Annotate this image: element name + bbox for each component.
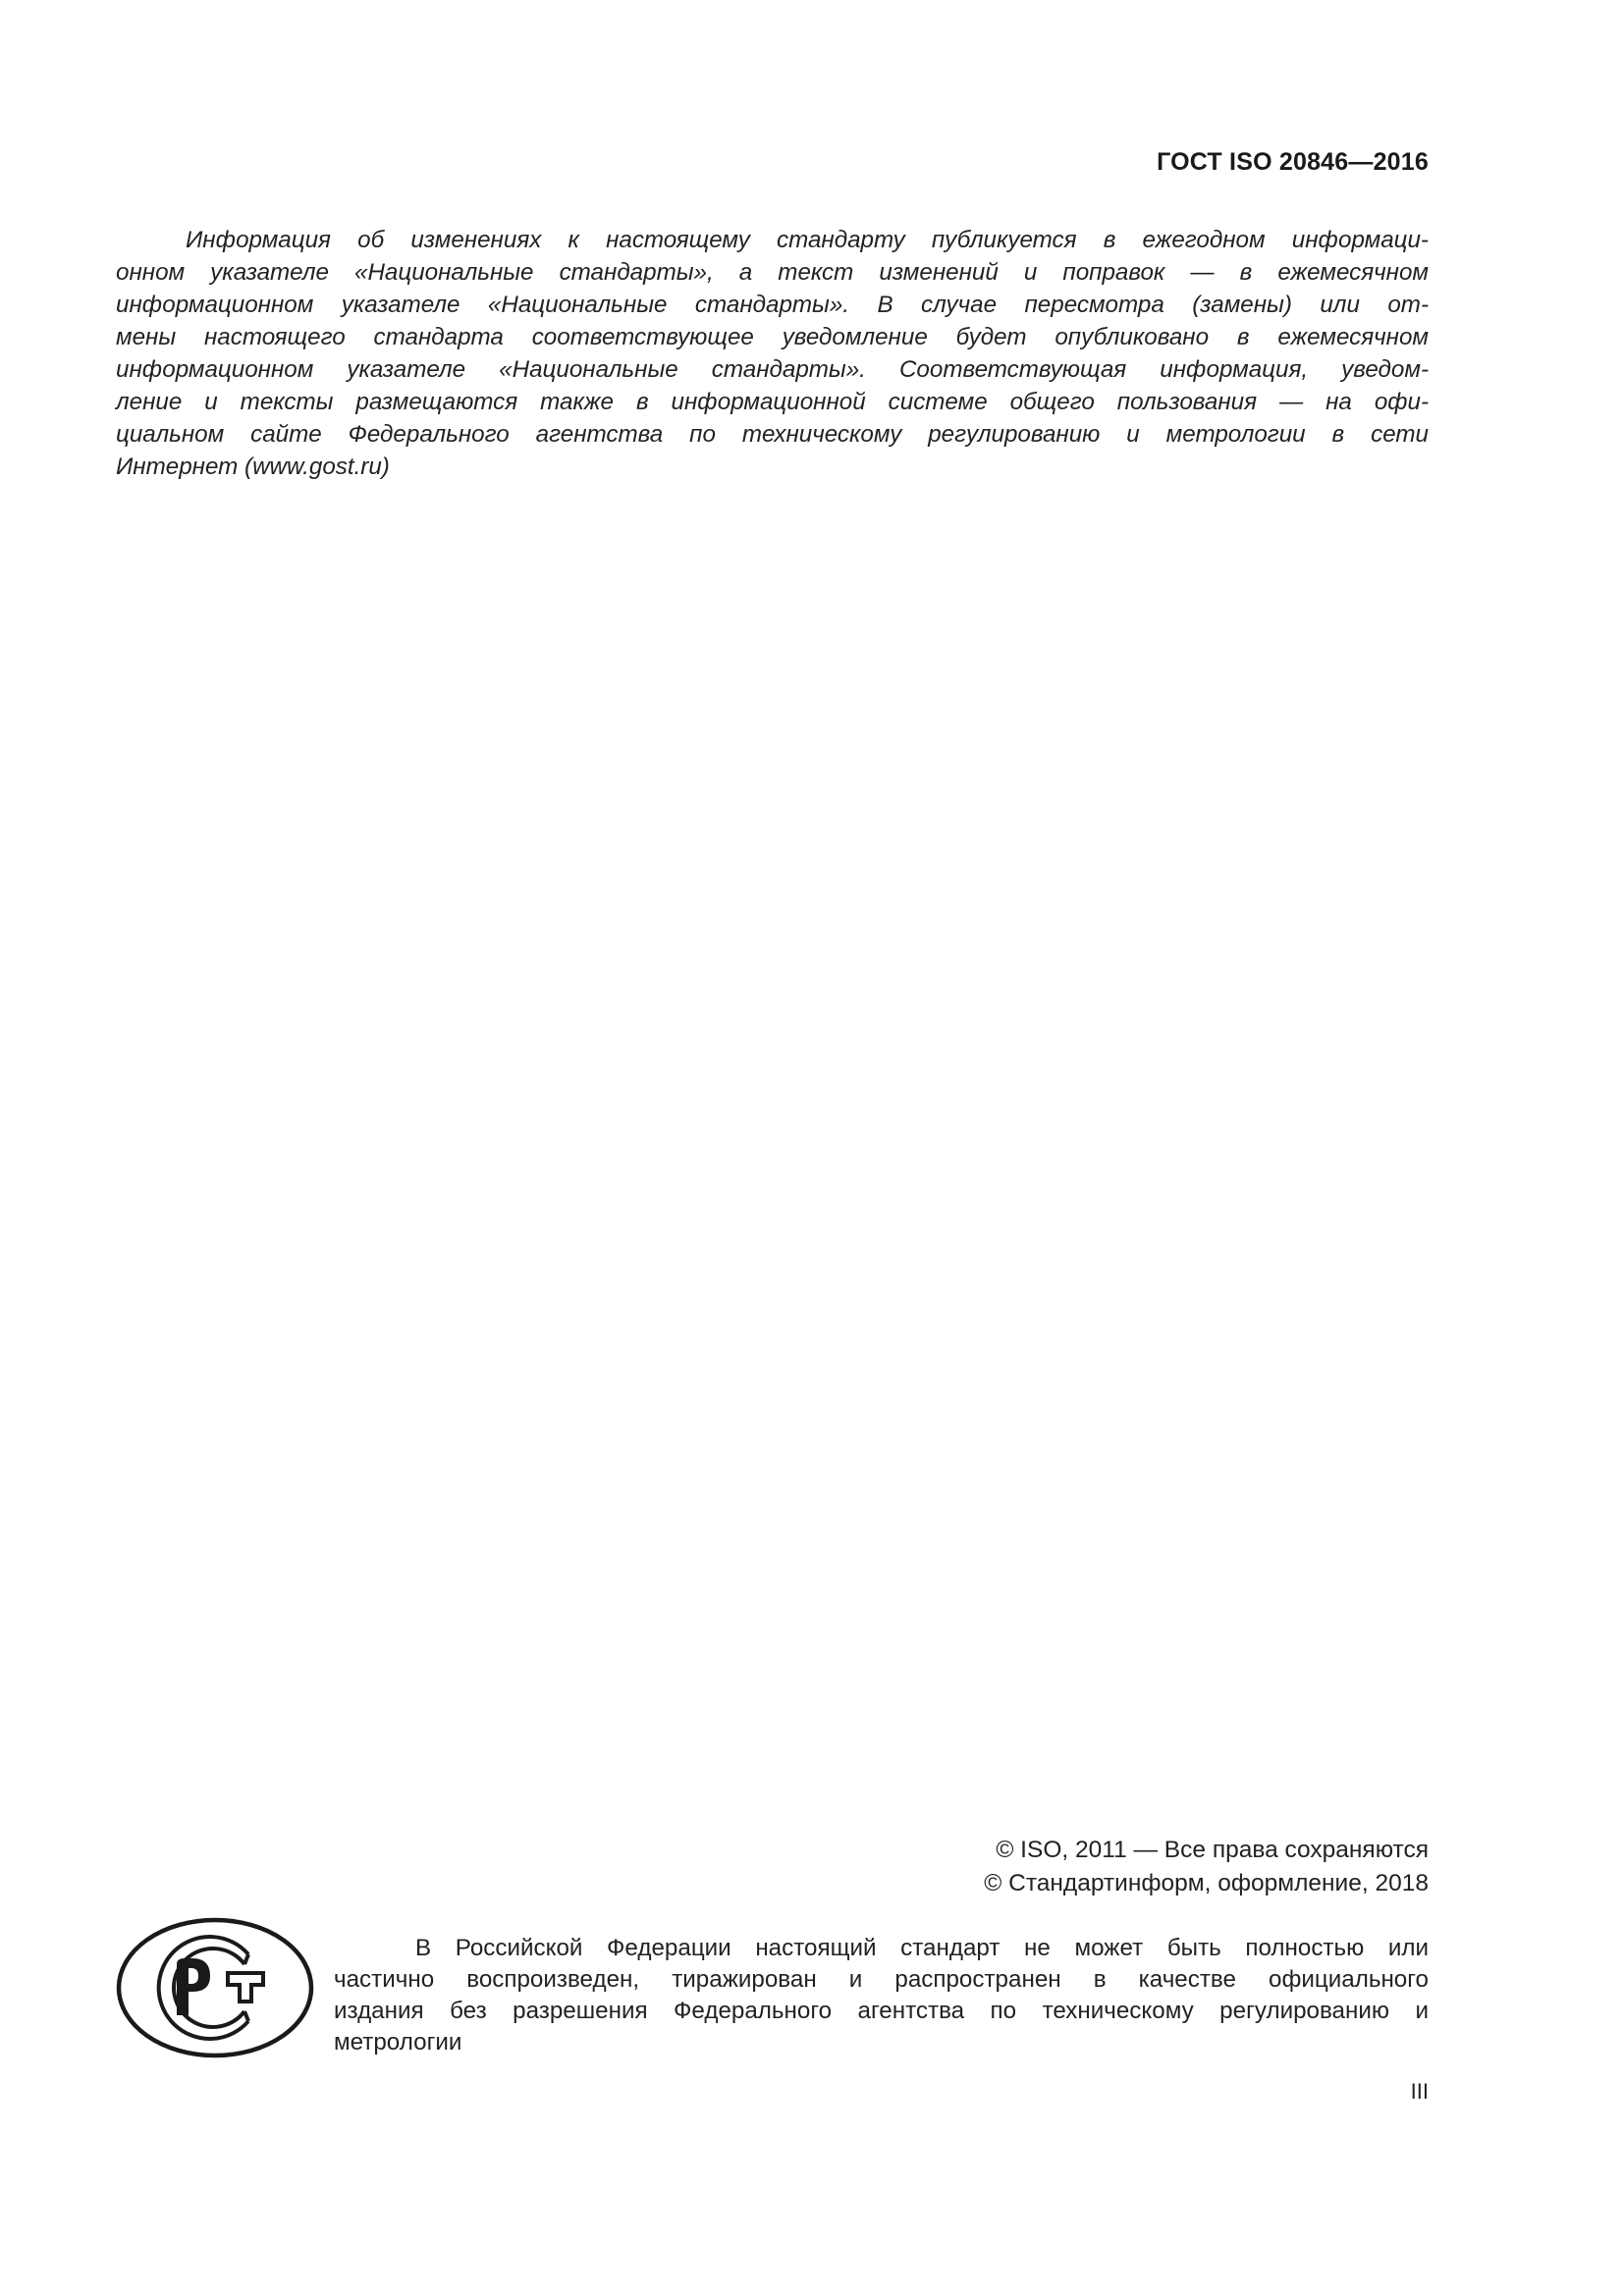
- copyright-block: [984, 1834, 1429, 1900]
- notice-line: информационном указателе «Национальные стандарты». В случае пересмотра (замены) или от-: [116, 292, 1429, 318]
- page-number: III: [1410, 2079, 1429, 2104]
- notice-line: мены настоящего стандарта соответствующее уведомление будет опубликовано в ежемесячном: [116, 324, 1429, 350]
- notice-line: циальном сайте Федерального агентства по техническому регулированию и метрологии в сети: [116, 421, 1429, 448]
- notice-line: Интернет (www.gost.ru): [116, 454, 390, 480]
- copyright-standartinform: © Стандартинформ, оформление, 2018: [984, 1870, 1429, 1896]
- copyright-iso: © ISO, 2011 — Все права сохраняются: [996, 1837, 1429, 1863]
- notice-line: ление и тексты размещаются также в информационной системе общего пользования — на офи-: [116, 389, 1429, 415]
- rights-line: частично воспроизведен, тиражирован и распространен в качестве официального: [334, 1966, 1429, 1993]
- reproduction-rights-paragraph: [334, 1933, 1429, 2058]
- notice-line: онном указателе «Национальные стандарты», а текст изменений и поправок — в ежемесячном: [116, 259, 1429, 286]
- rst-certification-mark-icon: [116, 1917, 314, 2058]
- notice-line: информационном указателе «Национальные стандарты». Соответствующая информация, уведом-: [116, 356, 1429, 383]
- document-id-header: ГОСТ ISO 20846—2016: [1157, 148, 1429, 176]
- rights-line: издания без разрешения Федерального агентства по техническому регулированию и: [334, 1998, 1429, 2024]
- notice-line: Информация об изменениях к настоящему стандарту публикуется в ежегодном информаци-: [186, 227, 1429, 253]
- rights-line: метрологии: [334, 2029, 462, 2056]
- rights-line: В Российской Федерации настоящий стандарт не может быть полностью или: [415, 1935, 1429, 1961]
- change-notice-paragraph: [116, 224, 1429, 483]
